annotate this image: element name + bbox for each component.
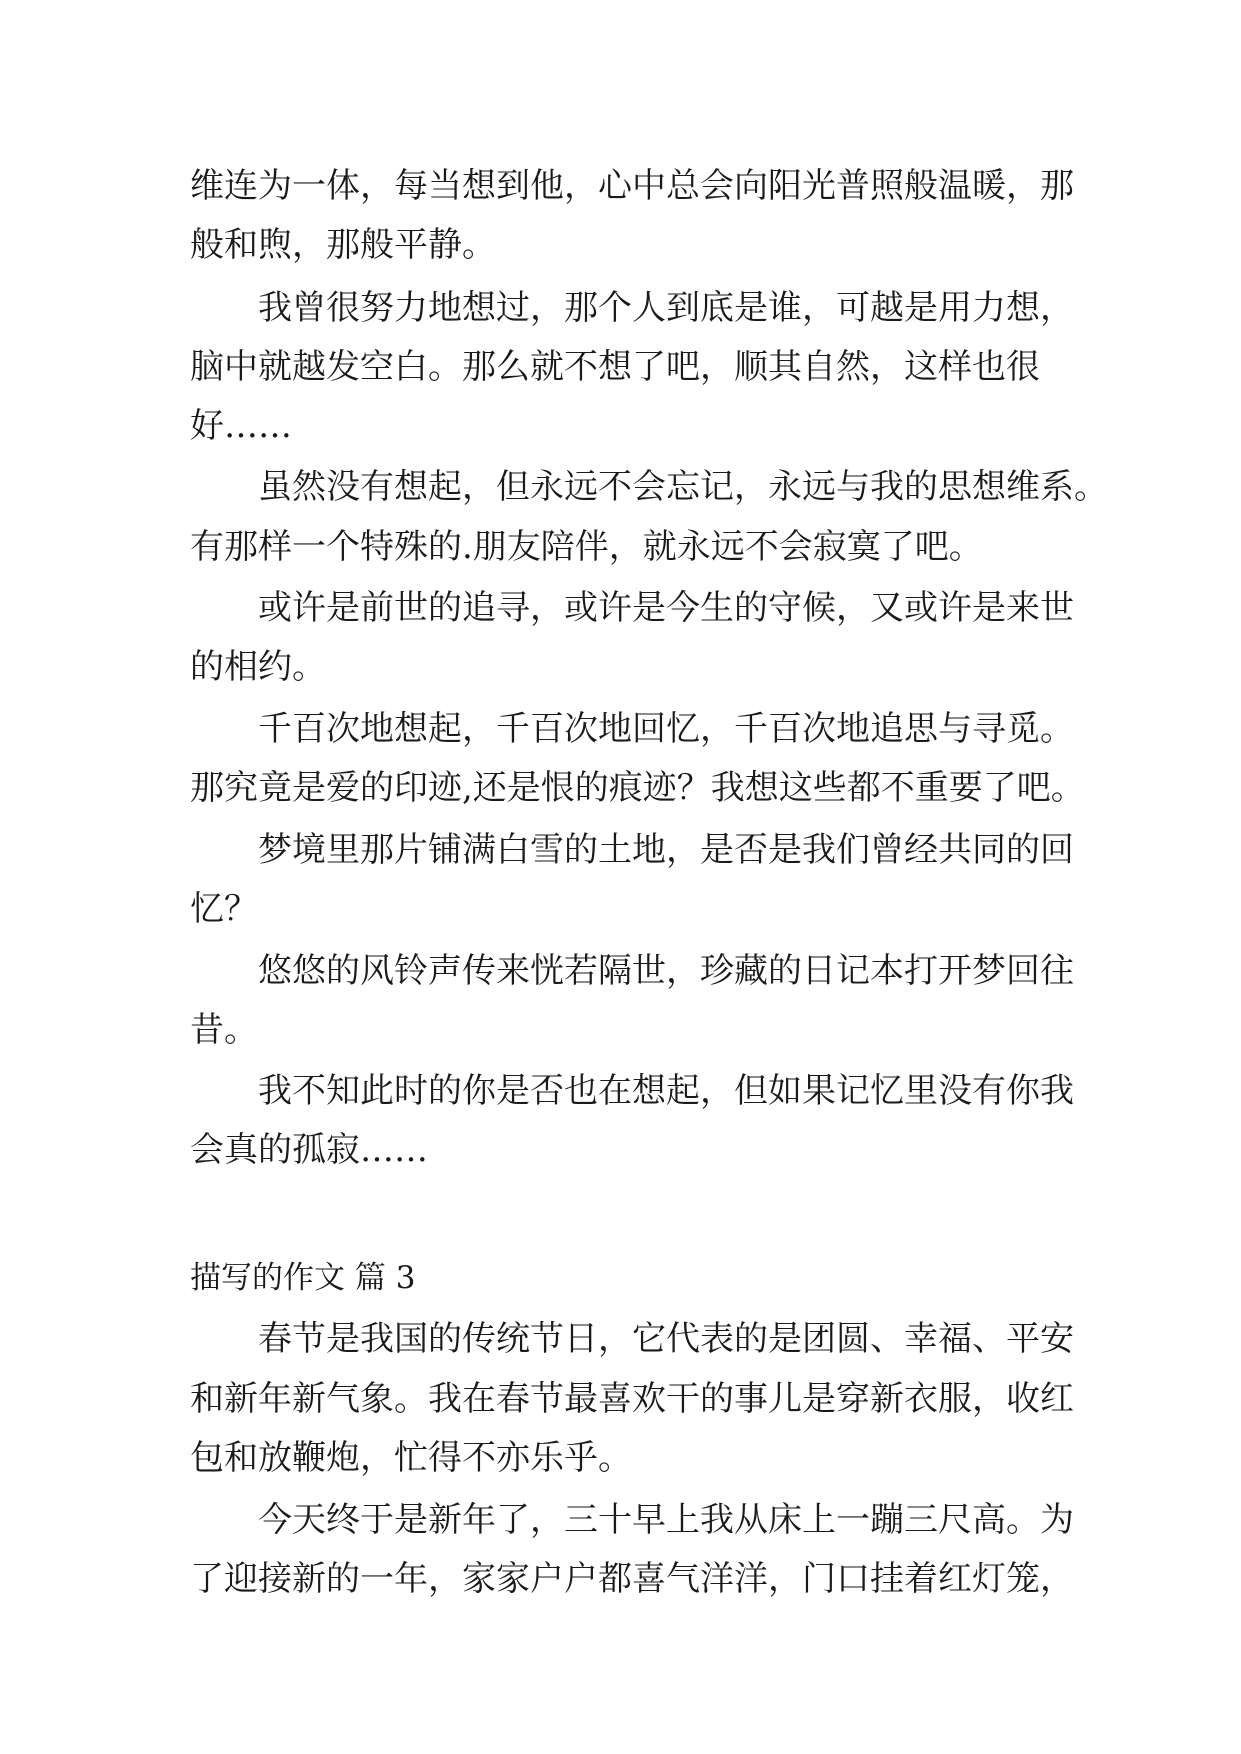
text-line: 昔。 xyxy=(190,1010,258,1050)
paragraph-start: 悠悠的风铃声传来恍若隔世，珍藏的日记本打开梦回往 xyxy=(258,951,1074,991)
paragraph-start: 虽然没有想起，但永远不会忘记，永远与我的思想维系。 xyxy=(258,467,1108,507)
text-line: 的相约。 xyxy=(190,647,326,687)
paragraph-start: 梦境里那片铺满白雪的土地，是否是我们曾经共同的回 xyxy=(258,830,1074,870)
text-line: 有那样一个特殊的.朋友陪伴，就永远不会寂寞了吧。 xyxy=(190,527,983,567)
text-line: 脑中就越发空白。那么就不想了吧，顺其自然，这样也很 xyxy=(190,347,1040,387)
text-line: 会真的孤寂…… xyxy=(190,1130,428,1170)
text-line: 维连为一体，每当想到他，心中总会向阳光普照般温暖，那 xyxy=(190,166,1074,206)
text-line: 般和煦，那般平静。 xyxy=(190,225,496,265)
paragraph-start: 我曾很努力地想过，那个人到底是谁，可越是用力想， xyxy=(258,288,1074,328)
paragraph-start: 千百次地想起，千百次地回忆，千百次地追思与寻觅。 xyxy=(258,709,1074,749)
text-line: 和新年新气象。我在春节最喜欢干的事儿是穿新衣服，收红 xyxy=(190,1379,1074,1419)
paragraph-start: 我不知此时的你是否也在想起，但如果记忆里没有你我 xyxy=(258,1071,1074,1111)
text-line: 那究竟是爱的印迹,还是恨的痕迹？我想这些都不重要了吧。 xyxy=(190,768,1085,808)
text-line: 包和放鞭炮，忙得不亦乐乎。 xyxy=(190,1438,632,1478)
text-line: 忆？ xyxy=(190,889,258,929)
paragraph-start: 或许是前世的追寻，或许是今生的守候，又或许是来世 xyxy=(258,588,1074,628)
text-line: 了迎接新的一年，家家户户都喜气洋洋，门口挂着红灯笼， xyxy=(190,1559,1074,1599)
text-line: 好…… xyxy=(190,406,292,446)
paragraph-start: 今天终于是新年了，三十早上我从床上一蹦三尺高。为 xyxy=(258,1500,1074,1540)
section-heading: 描写的作文 篇 3 xyxy=(190,1260,416,1296)
paragraph-start: 春节是我国的传统节日，它代表的是团圆、幸福、平安 xyxy=(258,1319,1074,1359)
